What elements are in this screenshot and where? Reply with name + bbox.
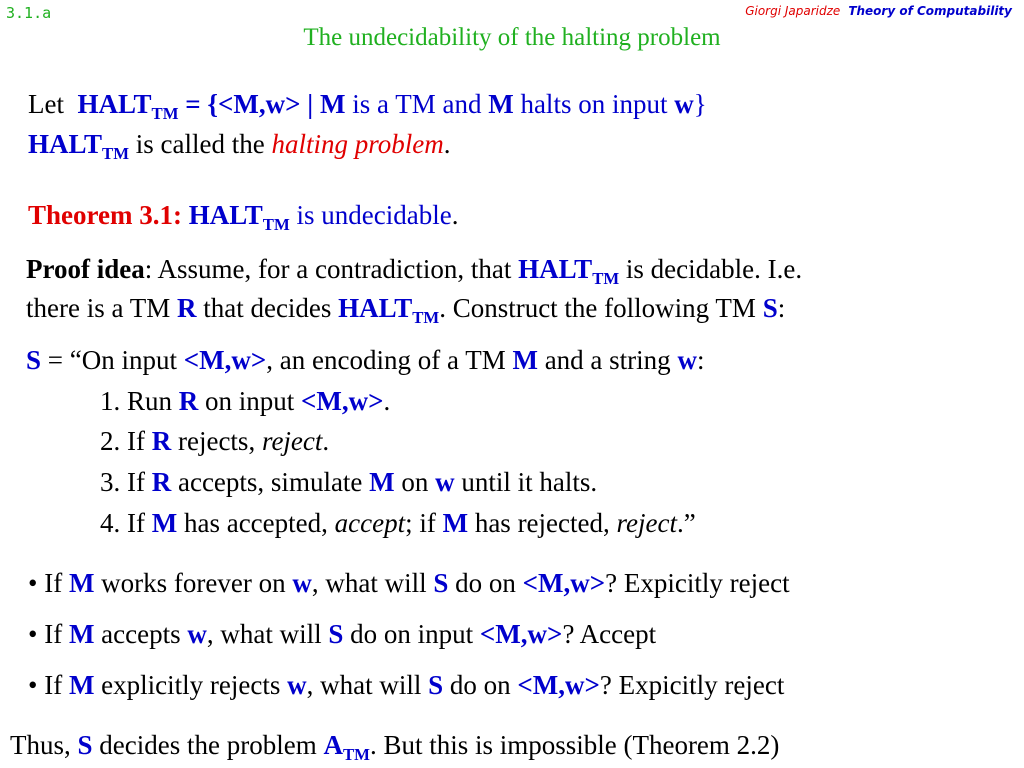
- text: on: [394, 467, 436, 497]
- text: .: [383, 386, 391, 416]
- text: :: [696, 345, 705, 375]
- text: ; if: [405, 508, 443, 538]
- tm-subscript: TM: [592, 268, 620, 288]
- m-symbol: M: [151, 508, 178, 538]
- mw-encoding: <M,w>: [183, 345, 267, 375]
- text: that decides: [196, 293, 339, 323]
- halt-symbol: [338, 293, 440, 327]
- text: • If: [28, 670, 69, 700]
- r-symbol: R: [151, 467, 172, 497]
- text: do on: [448, 568, 523, 598]
- text: 2. If: [100, 426, 152, 456]
- halt-symbol: [28, 129, 130, 163]
- answer-text: ? Expicitly reject: [599, 670, 785, 700]
- text: = “On input: [41, 345, 184, 375]
- halt-symbol: [518, 254, 620, 288]
- text: , an encoding of a TM: [266, 345, 513, 375]
- tm-subscript: TM: [151, 103, 179, 123]
- answer-text: ? Accept: [562, 619, 657, 649]
- s-symbol: S: [433, 568, 449, 598]
- m-symbol: M: [512, 345, 538, 375]
- text: on input: [198, 386, 302, 416]
- halt-text: HALT: [188, 200, 263, 230]
- atm-symbol: [323, 730, 370, 764]
- author-name: Giorgi Japaridze: [745, 4, 841, 18]
- text: works forever on: [94, 568, 293, 598]
- m-symbol: M: [369, 467, 395, 497]
- text: is undecidable: [289, 200, 452, 230]
- mw-encoding: <M,w>: [479, 619, 563, 649]
- machine-s-line: [26, 347, 704, 374]
- text: halts on input: [513, 89, 675, 119]
- m-symbol: M: [488, 89, 514, 119]
- bullet-3: [28, 672, 784, 699]
- text: has accepted,: [177, 508, 335, 538]
- text: do on: [443, 670, 518, 700]
- tm-subscript: TM: [342, 744, 370, 764]
- w-symbol: w: [674, 89, 694, 119]
- text: 4. If: [100, 508, 152, 538]
- halt-symbol: [188, 200, 290, 234]
- tm-subscript: TM: [262, 214, 290, 234]
- text: :: [777, 293, 786, 323]
- halt-symbol: [77, 89, 346, 123]
- course-name: Theory of Computability: [848, 4, 1012, 18]
- set-open: = {<M,w> |: [178, 89, 320, 119]
- s-symbol: S: [26, 345, 42, 375]
- conclusion-line: [10, 730, 780, 764]
- s-symbol: S: [428, 670, 444, 700]
- s-symbol: S: [77, 730, 93, 760]
- text: . Construct the following TM: [439, 293, 763, 323]
- text: Let: [28, 89, 64, 119]
- text: Thus,: [10, 730, 78, 760]
- theorem-label: Theorem 3.1:: [28, 200, 189, 230]
- proof-line-2: [26, 293, 786, 327]
- w-symbol: w: [287, 670, 307, 700]
- s-symbol: S: [328, 619, 344, 649]
- a-text: A: [323, 730, 343, 760]
- text: 3. If: [100, 467, 152, 497]
- definition-line-2: [28, 129, 451, 163]
- m-symbol: M: [68, 619, 95, 649]
- r-symbol: R: [176, 293, 197, 323]
- w-symbol: w: [677, 345, 697, 375]
- r-symbol: R: [151, 426, 172, 456]
- text: decides the problem: [92, 730, 324, 760]
- definition-line-1: [28, 89, 707, 123]
- m-symbol: M: [319, 89, 346, 119]
- r-symbol: R: [178, 386, 199, 416]
- slide-title: The undecidability of the halting problem: [303, 24, 721, 51]
- w-symbol: w: [187, 619, 207, 649]
- halting-problem-term: halting problem: [271, 129, 444, 159]
- slide-number: 3.1.a: [6, 4, 52, 22]
- tm-subscript: TM: [102, 143, 130, 163]
- text: .: [322, 426, 330, 456]
- machine-step-2: [100, 428, 329, 455]
- m-symbol: M: [442, 508, 469, 538]
- text: accepts: [94, 619, 188, 649]
- s-symbol: S: [762, 293, 778, 323]
- set-close: }: [693, 89, 707, 119]
- text: is a TM and: [345, 89, 489, 119]
- text: , what will: [306, 670, 429, 700]
- text: accepts, simulate: [171, 467, 370, 497]
- text: rejects,: [171, 426, 262, 456]
- text: .: [451, 200, 459, 230]
- tm-subscript: TM: [412, 307, 440, 327]
- halt-text: HALT: [518, 254, 593, 284]
- reject-term: reject: [261, 426, 323, 456]
- halt-text: HALT: [77, 89, 152, 119]
- text: is decidable. I.e.: [619, 254, 803, 284]
- text: do on input: [343, 619, 480, 649]
- halt-text: HALT: [28, 129, 103, 159]
- machine-step-3: [100, 469, 597, 496]
- bullet-2: [28, 621, 656, 648]
- machine-step-4: [100, 510, 696, 537]
- text: explicitly rejects: [94, 670, 288, 700]
- proof-line-1: [26, 254, 803, 288]
- text: 1. Run: [100, 386, 179, 416]
- text: , what will: [311, 568, 434, 598]
- w-symbol: w: [292, 568, 312, 598]
- theorem-line: [28, 200, 459, 234]
- answer-text: ? Expicitly reject: [605, 568, 790, 598]
- text: • If: [28, 568, 69, 598]
- proof-idea-label: Proof idea: [26, 254, 145, 284]
- mw-encoding: <M,w>: [517, 670, 600, 700]
- text: has rejected,: [468, 508, 617, 538]
- machine-step-1: [100, 388, 390, 415]
- text: until it halts.: [454, 467, 598, 497]
- text: : Assume, for a contradiction, that: [144, 254, 519, 284]
- text: is called the: [129, 129, 272, 159]
- text: , what will: [206, 619, 329, 649]
- text: .”: [676, 508, 696, 538]
- slide-header: [745, 4, 1012, 18]
- text: • If: [28, 619, 69, 649]
- reject-term: reject: [616, 508, 677, 538]
- accept-term: accept: [334, 508, 406, 538]
- halt-text: HALT: [338, 293, 413, 323]
- m-symbol: M: [68, 568, 95, 598]
- text: there is a TM: [26, 293, 177, 323]
- m-symbol: M: [68, 670, 95, 700]
- text: .: [443, 129, 451, 159]
- w-symbol: w: [435, 467, 455, 497]
- text: and a string: [537, 345, 678, 375]
- text: . But this is impossible (Theorem 2.2): [369, 730, 780, 760]
- bullet-1: [28, 570, 790, 597]
- mw-encoding: <M,w>: [301, 386, 384, 416]
- mw-encoding: <M,w>: [522, 568, 606, 598]
